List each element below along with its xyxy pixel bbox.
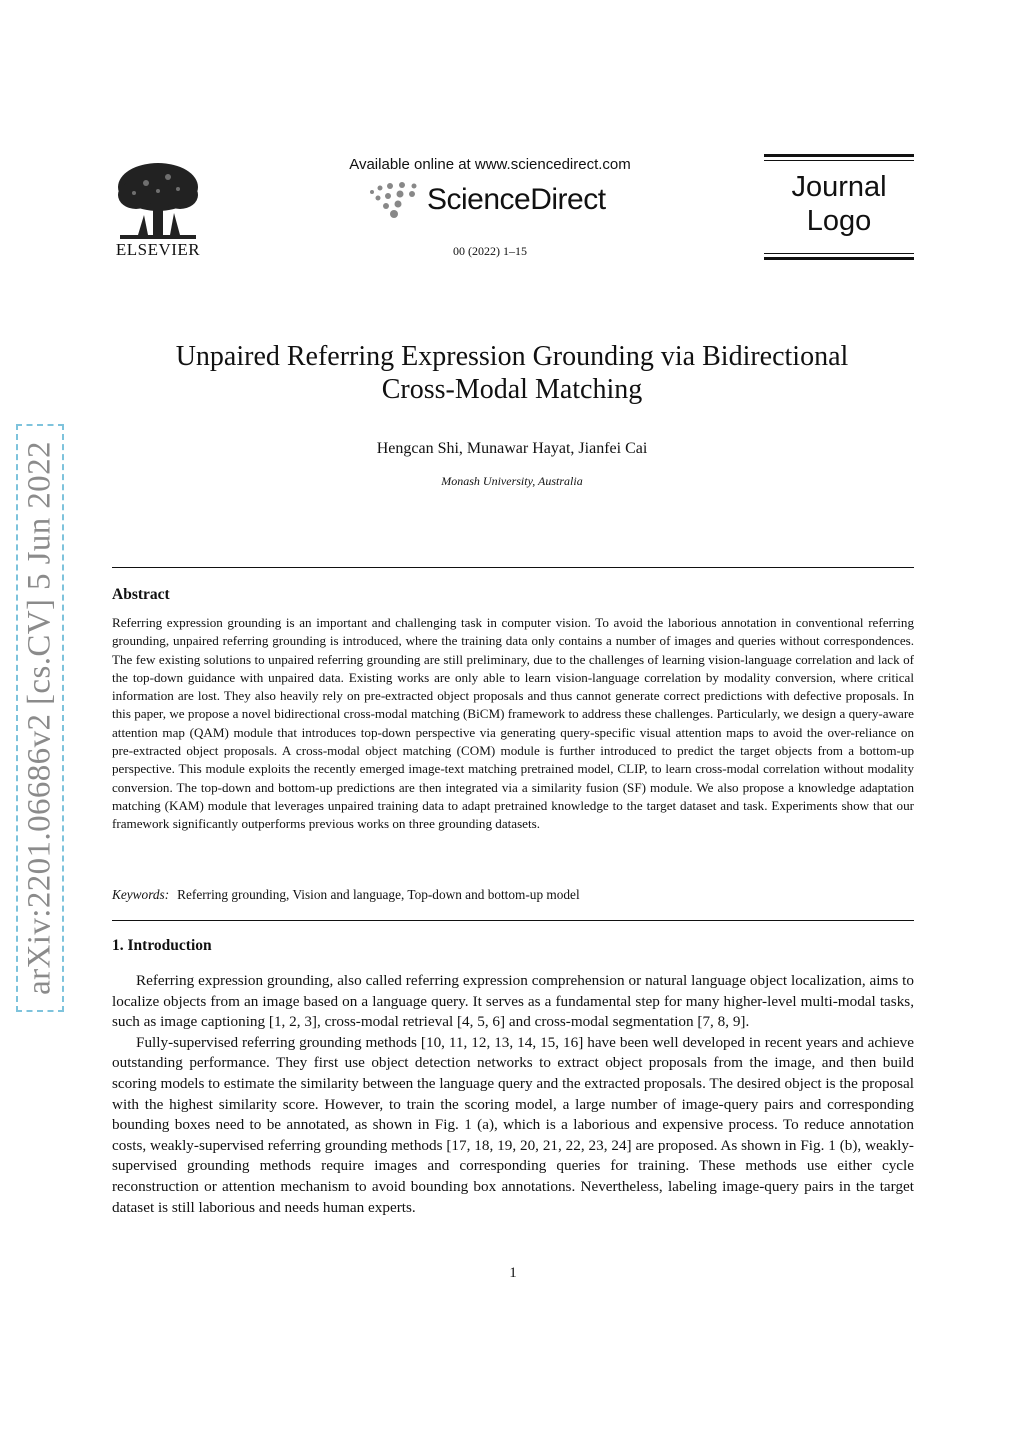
title-line-2: Cross-Modal Matching xyxy=(381,374,643,405)
sciencedirect-dots-icon xyxy=(366,180,426,220)
journal-logo-text: Journal Logo xyxy=(791,171,887,237)
intro-paragraph: Fully-supervised referring grounding methods [10, 11, 12, 13, 14, 15, 16] have been well developed in recent years and achieve outstanding performance. They first use object detection networks to extract object proposals from the image, and then build scoring models to estimate the similarity between the language query and the extracted proposals. The desired object is the proposal with the highest similarity score. However, to train the scoring model, a large number of image-query pairs and corresponding bounding boxes need to be annotated, as shown in Fig. 1 (a), which is a laborious and expensive process. To reduce annotation costs, weakly-supervised referring grounding methods [17, 18, 19, 20, 21, 22, 23, 24] are proposed. As shown in Fig. 1 (b), weakly-supervised grounding methods require images and corresponding queries for training. These methods use either cycle reconstruction or attention mechanism to avoid bounding box annotations. Nevertheless, labeling image-query pairs in the target dataset is still laborious and needs human experts. xyxy=(112,1033,914,1216)
title-line-1: Unpaired Referring Expression Grounding via Bidirectional xyxy=(175,341,849,372)
affiliation: Monash University, Australia xyxy=(441,474,583,488)
volume-info: 00 (2022) 1–15 xyxy=(453,244,527,258)
abstract-body: Referring expression grounding is an important and challenging task in computer vision. To avoid the laborious annotation in conventional referring grounding, unpaired referring grounding is introduced, where the training data only contains a number of images and queries without correspondences. The few existing solutions to unpaired referring grounding are still preliminary, due to the challenges of learning vision-language correlation and lack of the top-down guidance with unpaired data. Existing works are only able to learn vision-language correlation by modality conversion, where critical information are lost. They also heavily rely on pre-extracted object proposals and thus cannot generate correct predictions with defective proposals. In this paper, we propose a novel bidirectional cross-modal matching (BiCM) framework to address these challenges. Particularly, we design a query-aware attention map (QAM) module that introduces top-down perspective via generating query-specific visual attention maps to avoid the over-reliance on pre-extracted object proposals. A cross-modal object matching (COM) module is further introduced to predict the target objects from a bottom-up perspective. This module exploits the recently emerged image-text matching pretrained model, CLIP, to learn cross-modal correlation without modality conversion. The top-down and bottom-up predictions are then integrated via a similarity fusion (SF) module. We also propose a knowledge adaptation matching (KAM) module that leverages unpaired training data to adapt pretrained knowledge to the target dataset and task. Experiments show that our framework significantly outperforms previous works on three grounding datasets. xyxy=(112,615,914,832)
keywords-label: Keywords: xyxy=(112,887,170,902)
section-heading-introduction: 1. Introduction xyxy=(112,937,212,954)
arxiv-stamp-text: arXiv:2201.06686v2 [cs.CV] 5 Jun 2022 xyxy=(21,441,58,995)
keywords-text: Referring grounding, Vision and language, Top-down and bottom-up model xyxy=(177,887,580,902)
keywords xyxy=(112,887,914,903)
abstract-bottom-rule xyxy=(112,920,914,921)
abstract-top-rule xyxy=(112,567,914,568)
sciencedirect-wordmark: ScienceDirect xyxy=(427,183,606,216)
paper-title xyxy=(112,340,912,406)
available-online-text: Available online at www.sciencedirect.com xyxy=(349,156,631,173)
publisher-name: ELSEVIER xyxy=(115,240,201,259)
authors: Hengcan Shi, Munawar Hayat, Jianfei Cai xyxy=(376,440,648,457)
introduction-body xyxy=(112,971,914,1218)
arxiv-stamp xyxy=(16,424,64,1012)
intro-paragraph: Referring expression grounding, also called referring expression comprehension or natural language object localization, aims to localize objects from an image based on a language query. It serves as a fundamental step for many higher-level multi-modal tasks, such as image captioning [1, 2, 3], cross-modal retrieval [4, 5, 6] and cross-modal segmentation [7, 8, 9]. xyxy=(112,972,914,1031)
abstract-heading: Abstract xyxy=(112,586,170,603)
page-number: 1 xyxy=(509,1265,517,1281)
journal-logo-box xyxy=(764,154,914,260)
